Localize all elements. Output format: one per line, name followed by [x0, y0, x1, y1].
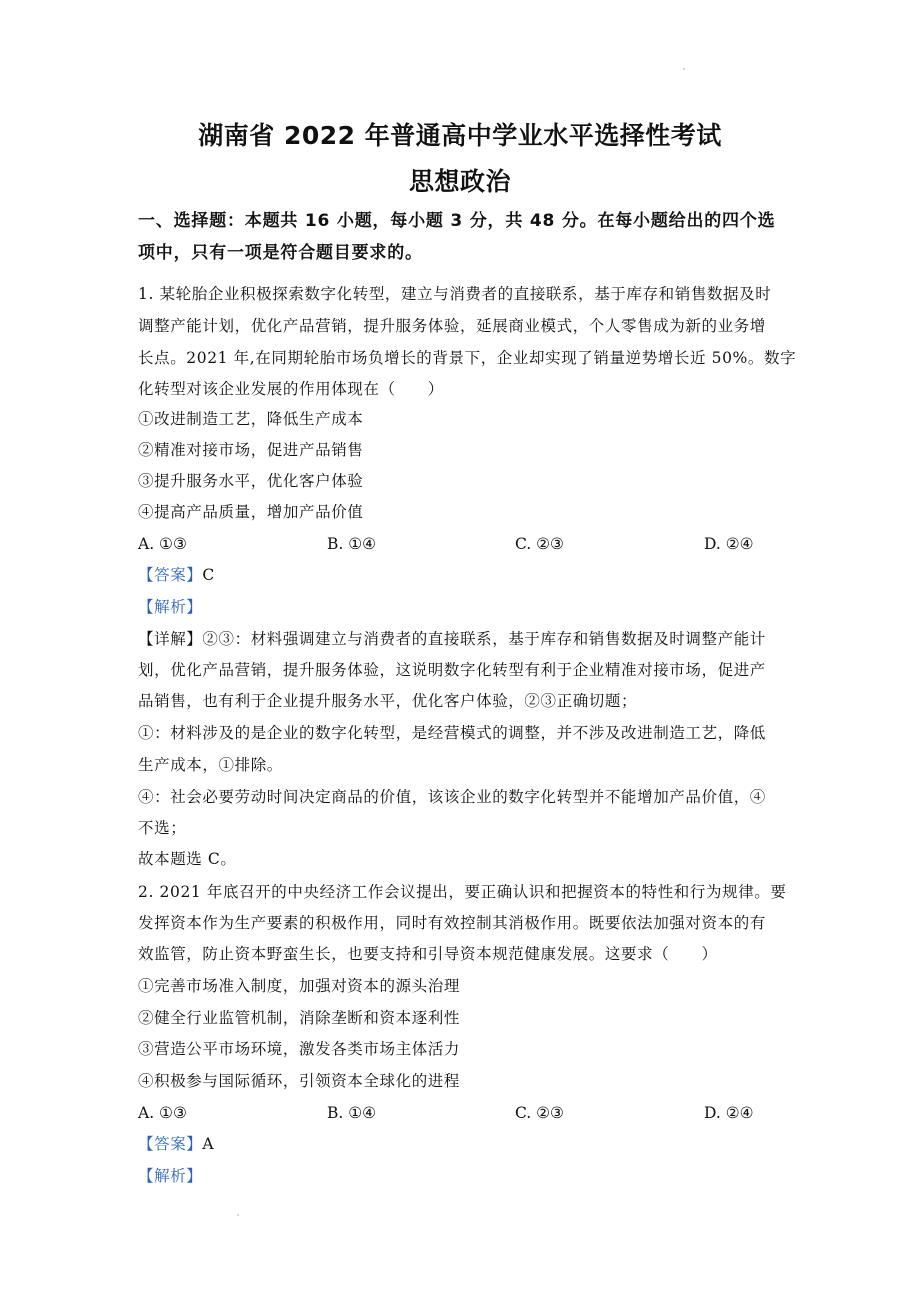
q2-stem-line: 效监管，防止资本野蛮生长，也要支持和引导资本规范健康发展。这要求（ ）: [138, 945, 718, 963]
q1-stem-line: 长点。2021 年,在同期轮胎市场负增长的背景下，企业却实现了销量逆势增长近 50%。数字: [138, 349, 797, 367]
q1-choice-d: D. ②④: [704, 535, 754, 553]
q1-detail-line: 品销售，也有利于企业提升服务水平，优化客户体验，②③正确切题；: [138, 692, 638, 710]
q1-choice-b: B. ①④: [327, 535, 377, 553]
detail-tag: 【详解】: [138, 630, 203, 648]
q1-detail-line: 故本题选 C。: [138, 850, 237, 868]
q2-stem-line: 2. 2021 年底召开的中央经济工作会议提出，要正确认识和把握资本的特性和行为规律。要: [138, 883, 787, 901]
q1-detail-line: ④：社会必要劳动时间决定商品的价值，该该企业的数字化转型并不能增加产品价值，④: [138, 788, 766, 806]
q2-choice-a: A. ①③: [138, 1104, 187, 1122]
q2-item: ①完善市场准入制度，加强对资本的源头治理: [138, 977, 461, 995]
detail-text: ②③：材料强调建立与消费者的直接联系，基于库存和销售数据及时调整产能计: [202, 630, 766, 648]
q1-stem-line: 化转型对该企业发展的作用体现在（ ）: [138, 380, 444, 398]
bottom-mark: [237, 1214, 239, 1216]
answer-tag: 【答案】: [138, 1135, 203, 1153]
q2-analysis: [138, 1166, 202, 1186]
subject-title: 思想政治: [408, 167, 511, 196]
q2-stem-line: 发挥资本作为生产要素的积极作用，同时有效控制其消极作用。既要依法加强对资本的有: [138, 914, 766, 932]
q1-item: ②精准对接市场，促进产品销售: [138, 441, 364, 459]
q1-choice-a: A. ①③: [138, 535, 187, 553]
q1-item: ④提高产品质量，增加产品价值: [138, 503, 364, 521]
q2-choice-c: C. ②③: [515, 1104, 564, 1122]
section-heading: 一、选择题：本题共 16 小题，每小题 3 分，共 48 分。在每小题给出的四个选: [138, 211, 776, 231]
q1-answer: [138, 565, 215, 585]
q1-detail-line: 不选；: [138, 819, 187, 837]
q1-detail-line: 生产成本，①排除。: [138, 756, 283, 774]
q1-item: ①改进制造工艺，降低生产成本: [138, 410, 364, 428]
q2-item: ②健全行业监管机制，消除垄断和资本逐利性: [138, 1009, 461, 1027]
q2-item: ④积极参与国际循环，引领资本全球化的进程: [138, 1072, 461, 1090]
q1-stem-line: 1. 某轮胎企业积极探索数字化转型，建立与消费者的直接联系，基于库存和销售数据及时: [138, 285, 772, 303]
answer-value: A: [202, 1135, 215, 1153]
answer-value: C: [202, 566, 215, 584]
q2-answer: [138, 1134, 214, 1154]
q1-detail-line: ①：材料涉及的是企业的数字化转型，是经营模式的调整，并不涉及改进制造工艺，降低: [138, 724, 766, 742]
q1-analysis: [138, 597, 202, 617]
q1-detail-line: [138, 629, 766, 649]
exam-title: 湖南省 2022 年普通高中学业水平选择性考试: [198, 121, 722, 150]
q1-detail-line: 划，优化产品营销，提升服务体验，这说明数字化转型有利于企业精准对接市场，促进产: [138, 661, 766, 679]
answer-tag: 【答案】: [138, 566, 203, 584]
q2-choice-b: B. ①④: [327, 1104, 377, 1122]
analysis-tag: 【解析】: [138, 598, 203, 616]
q1-choice-c: C. ②③: [515, 535, 564, 553]
top-mark: [683, 68, 685, 70]
q2-item: ③营造公平市场环境，激发各类市场主体活力: [138, 1040, 461, 1058]
q2-choice-d: D. ②④: [704, 1104, 754, 1122]
q1-stem-line: 调整产能计划，优化产品营销，提升服务体验，延展商业模式，个人零售成为新的业务增: [138, 317, 766, 335]
analysis-tag: 【解析】: [138, 1167, 203, 1185]
q1-item: ③提升服务水平，优化客户体验: [138, 472, 364, 490]
section-heading: 项中，只有一项是符合题目要求的。: [138, 243, 423, 263]
